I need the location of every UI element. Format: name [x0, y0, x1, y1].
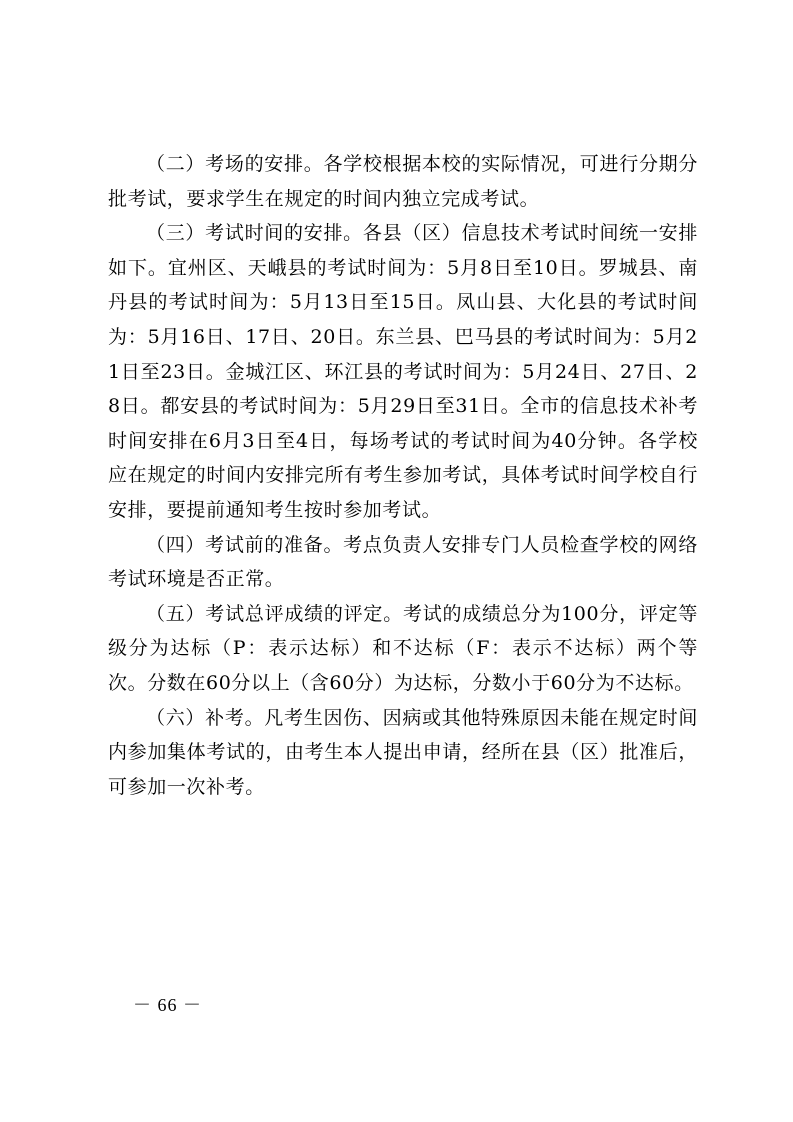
paragraph-makeup-exam: （六）补考。凡考生因伤、因病或其他特殊原因未能在规定时间内参加集体考试的，由考生本人提出申请，经所在县（区）批准后，可参加一次补考。	[108, 706, 698, 798]
paragraph-exam-schedule: （三）考试时间的安排。各县（区）信息技术考试时间统一安排如下。宜州区、天峨县的考试时间为：5月8日至10日。罗城县、南丹县的考试时间为：5月13日至15日。凤山县、大化县的考试时间为：5月16日、17日、20日。东兰县、巴马县的考试时间为：5月21日至23日。金城江区、环江县的考试时间为：5月24日、27日、28日。都安县的考试时间为：5月29日至31日。全市的信息技术补考时间安排在6月3日至4日，每场考试的考试时间为40分钟。各学校应在规定的时间内安排完所有考生参加考试，具体考试时间学校自行安排，要提前通知考生按时参加考试。	[108, 222, 698, 521]
paragraph-score-evaluation: （五）考试总评成绩的评定。考试的成绩总分为100分，评定等级分为达标（P：表示达标）和不达标（F：表示不达标）两个等次。分数在60分以上（含60分）为达标，分数小于60分为不达标。	[108, 602, 698, 694]
body-text	[108, 147, 698, 804]
paragraph-exam-preparation: （四）考试前的准备。考点负责人安排专门人员检查学校的网络考试环境是否正常。	[108, 533, 698, 591]
page-number: － 66 －	[133, 995, 202, 1015]
paragraph-exam-venue: （二）考场的安排。各学校根据本校的实际情况，可进行分期分批考试，要求学生在规定的时间内独立完成考试。	[108, 153, 698, 210]
